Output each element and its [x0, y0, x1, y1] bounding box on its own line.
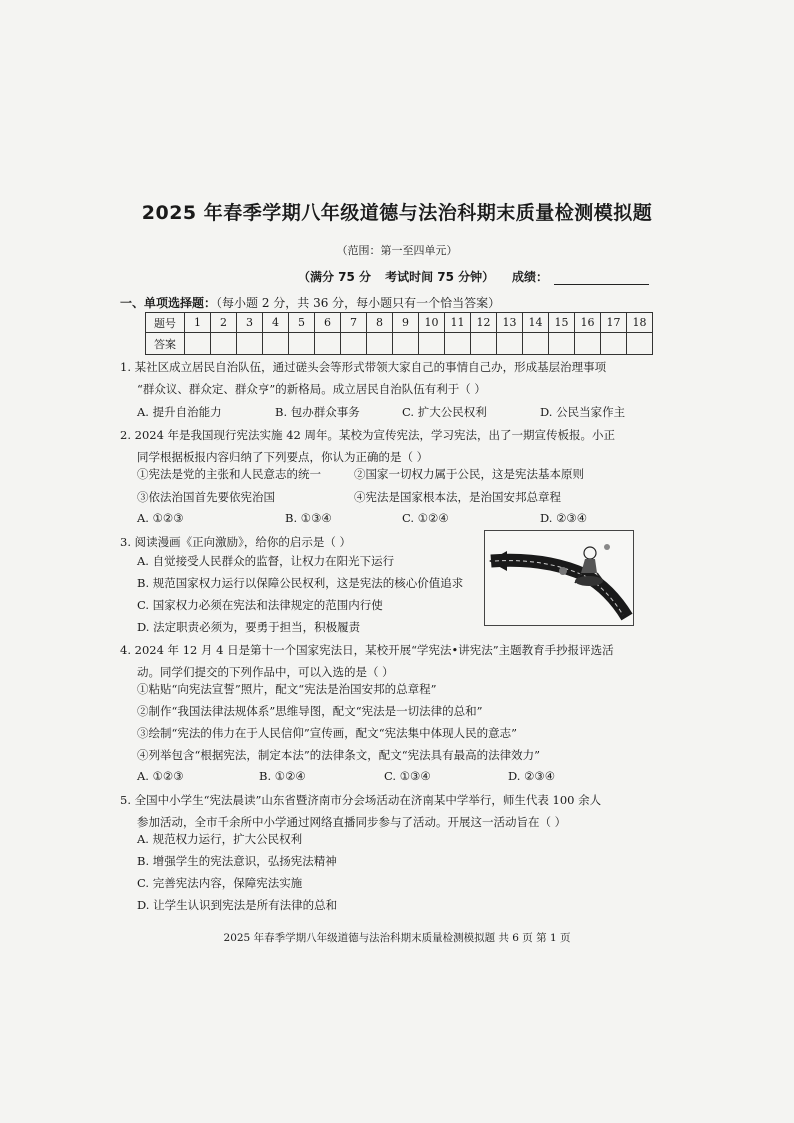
exam-meta — [298, 268, 508, 285]
exam-time: 考试时间 75 分钟） — [385, 270, 495, 284]
question-2-line-2: 同学根据板报内容归纳了下列要点，你认为正确的是（ ） — [137, 450, 429, 464]
q4-statement-2: ②制作“我国法律法规体系”思维导图，配文“宪法是一切法律的总和” — [137, 704, 483, 718]
q3-option-a[interactable]: A. 自觉接受人民群众的监督，让权力在阳光下运行 — [137, 554, 395, 568]
header-label: 题号 — [146, 313, 185, 333]
score-label: 成绩： — [512, 270, 549, 284]
question-number-cell: 3 — [237, 313, 263, 333]
q5-option-c[interactable]: C. 完善宪法内容，保障宪法实施 — [137, 876, 303, 890]
q2-option-a[interactable]: A. ①②③ — [137, 511, 184, 525]
question-2 — [120, 424, 615, 468]
question-number-cell: 7 — [341, 313, 367, 333]
answer-cell[interactable] — [627, 333, 653, 355]
question-number-cell: 11 — [445, 313, 471, 333]
answer-table-answer-row — [146, 333, 653, 355]
q2-statement-3: ③依法治国首先要依宪治国 — [137, 490, 275, 504]
q3-option-d[interactable]: D. 法定职责必须为，要勇于担当，积极履责 — [137, 620, 361, 634]
question-number-cell: 17 — [601, 313, 627, 333]
q4-option-d[interactable]: D. ②③④ — [508, 769, 556, 783]
question-number-cell: 9 — [393, 313, 419, 333]
q2-option-d[interactable]: D. ②③④ — [540, 511, 588, 525]
score-field[interactable] — [512, 268, 649, 285]
question-5-line-1: 5. 全国中小学生“宪法晨读”山东省暨济南市分会场活动在济南某中学举行，师生代表 100 余人 — [120, 793, 602, 807]
q2-option-b[interactable]: B. ①③④ — [285, 511, 332, 525]
q3-option-b[interactable]: B. 规范国家权力运行以保障公民权利，这是宪法的核心价值追求 — [137, 576, 464, 590]
question-number-cell: 18 — [627, 313, 653, 333]
full-score: （满分 75 分 — [298, 270, 372, 284]
answer-cell[interactable] — [289, 333, 315, 355]
answer-cell[interactable] — [601, 333, 627, 355]
question-1 — [120, 356, 606, 400]
question-5 — [120, 789, 601, 833]
answer-table — [145, 312, 653, 355]
q5-option-b[interactable]: B. 增强学生的宪法意识，弘扬宪法精神 — [137, 854, 337, 868]
comic-drawing — [485, 531, 633, 625]
question-3-line-1: 3. 阅读漫画《正向激励》，给你的启示是（ ） — [120, 535, 352, 549]
answer-cell[interactable] — [185, 333, 211, 355]
question-number-cell: 1 — [185, 313, 211, 333]
question-number-cell: 16 — [575, 313, 601, 333]
question-number-cell: 10 — [419, 313, 445, 333]
question-number-cell: 8 — [367, 313, 393, 333]
q4-statement-4: ④列举包含“根据宪法，制定本法”的法律条文，配文“宪法具有最高的法律效力” — [137, 748, 541, 762]
answer-cell[interactable] — [575, 333, 601, 355]
answer-cell[interactable] — [445, 333, 471, 355]
q1-option-d[interactable]: D. 公民当家作主 — [540, 405, 626, 419]
question-2-line-1: 2. 2024 年是我国现行宪法实施 42 周年。某校为宣传宪法，学习宪法，出了一期宣传板报。小正 — [120, 428, 615, 442]
answer-cell[interactable] — [263, 333, 289, 355]
answer-label: 答案 — [146, 333, 185, 355]
q2-statement-1: ①宪法是党的主张和人民意志的统一 — [137, 467, 321, 481]
q3-option-c[interactable]: C. 国家权力必须在宪法和法律规定的范围内行使 — [137, 598, 383, 612]
q4-statement-3: ③绘制“宪法的伟力在于人民信仰”宣传画，配文“宪法集中体现人民的意志” — [137, 726, 518, 740]
q5-option-d[interactable]: D. 让学生认识到宪法是所有法律的总和 — [137, 898, 338, 912]
question-5-line-2: 参加活动，全市千余所中小学通过网络直播同步参与了活动。开展这一活动旨在（ ） — [137, 815, 567, 829]
q4-option-b[interactable]: B. ①②④ — [259, 769, 306, 783]
answer-cell[interactable] — [393, 333, 419, 355]
exam-title: 2025 年春季学期八年级道德与法治科期末质量检测模拟题 — [141, 202, 653, 224]
answer-cell[interactable] — [341, 333, 367, 355]
q1-option-b[interactable]: B. 包办群众事务 — [275, 405, 360, 419]
answer-cell[interactable] — [523, 333, 549, 355]
answer-cell[interactable] — [315, 333, 341, 355]
section-label: 一、单项选择题： — [120, 296, 217, 310]
comic-positive-incentive — [484, 530, 634, 626]
q2-option-c[interactable]: C. ①②④ — [402, 511, 449, 525]
q1-option-a[interactable]: A. 提升自治能力 — [137, 405, 222, 419]
question-number-cell: 2 — [211, 313, 237, 333]
page-footer: 2025 年春季学期八年级道德与法治科期末质量检测模拟题 共 6 页 第 1 页 — [223, 932, 571, 944]
question-number-cell: 15 — [549, 313, 575, 333]
question-3 — [120, 531, 351, 553]
q2-statement-2: ②国家一切权力属于公民，这是宪法基本原则 — [354, 467, 584, 481]
answer-cell[interactable] — [367, 333, 393, 355]
question-number-cell: 4 — [263, 313, 289, 333]
answer-cell[interactable] — [471, 333, 497, 355]
question-number-cell: 12 — [471, 313, 497, 333]
q2-statement-4: ④宪法是国家根本法，是治国安邦总章程 — [354, 490, 561, 504]
question-number-cell: 5 — [289, 313, 315, 333]
q4-statement-1: ①粘贴“向宪法宣誓”照片，配文“宪法是治国安邦的总章程” — [137, 682, 437, 696]
section-note: （每小题 2 分，共 36 分，每小题只有一个恰当答案） — [216, 296, 501, 310]
answer-cell[interactable] — [419, 333, 445, 355]
question-1-line-1: 1. 某社区成立居民自治队伍，通过磋头会等形式带领大家自己的事情自己办，形成基层治理事项 — [120, 360, 607, 374]
question-number-cell: 13 — [497, 313, 523, 333]
answer-cell[interactable] — [211, 333, 237, 355]
question-number-cell: 14 — [523, 313, 549, 333]
q1-option-c[interactable]: C. 扩大公民权利 — [402, 405, 487, 419]
answer-cell[interactable] — [549, 333, 575, 355]
question-4-line-1: 4. 2024 年 12 月 4 日是第十一个国家宪法日，某校开展“学宪法•讲宪法”主题教育手抄报评选活 — [120, 643, 614, 657]
question-4 — [120, 639, 614, 683]
answer-table-number-row — [146, 313, 653, 333]
q4-option-a[interactable]: A. ①②③ — [137, 769, 184, 783]
answer-cell[interactable] — [497, 333, 523, 355]
score-blank[interactable] — [554, 270, 649, 285]
question-1-line-2: “群众议、群众定、群众亨”的新格局。成立居民自治队伍有利于（ ） — [137, 382, 486, 396]
question-number-cell: 6 — [315, 313, 341, 333]
section-heading — [120, 294, 500, 311]
answer-cell[interactable] — [237, 333, 263, 355]
q4-option-c[interactable]: C. ①③④ — [384, 769, 431, 783]
question-4-line-2: 动。同学们提交的下列作品中，可以入选的是（ ） — [137, 665, 394, 679]
exam-scope: （范围：第一至四单元） — [336, 244, 458, 257]
q5-option-a[interactable]: A. 规范权力运行，扩大公民权利 — [137, 832, 303, 846]
